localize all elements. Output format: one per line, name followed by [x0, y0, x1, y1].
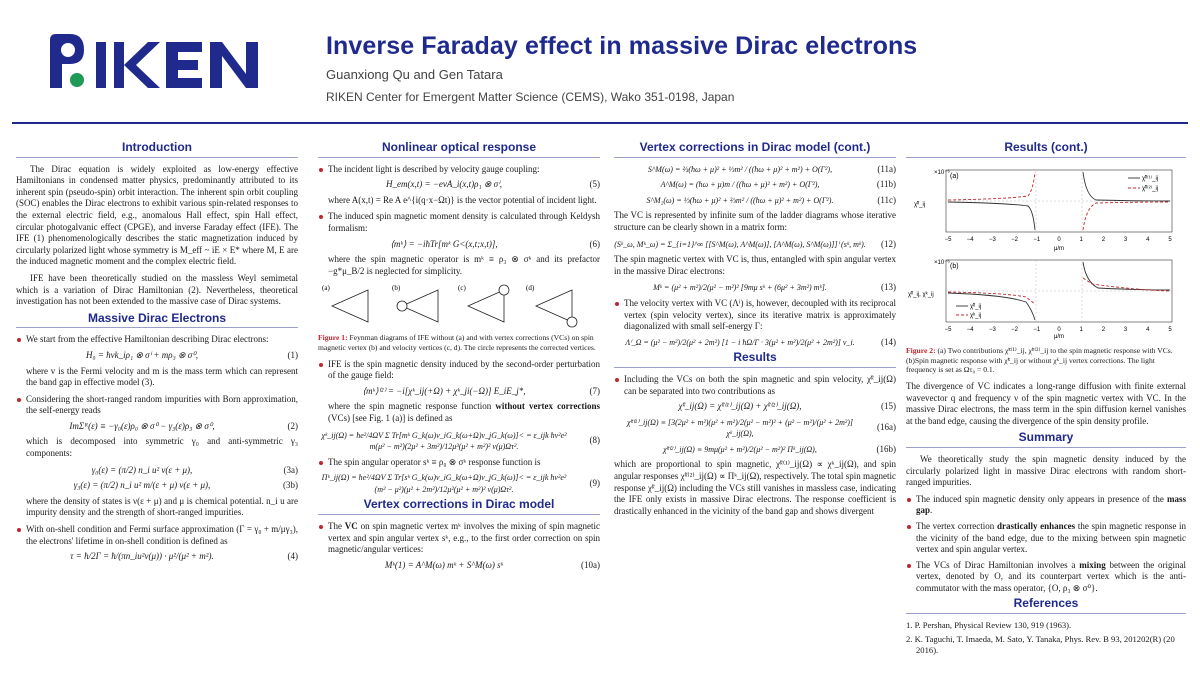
equation-1: H₀ = ħvk_iρ₁ ⊗ σⁱ + mρ₃ ⊗ σ⁰, (1) — [85, 349, 298, 360]
equation-10a: Mᵏ(1) = A^M(ω) mᵏ + S^M(ω) sᵏ (10a) — [384, 559, 600, 570]
intro-paragraph-1: The Dirac equation is widely exploited as low-energy effective Hamiltonians in condensed matter physics, predominantly attributed to its inherent spin (pseudo-spin) orbit interaction. The inherent spin orbit coupling (SOC) enables the Dirac electrons to exhibit various spin-related responses to the external electric field, e.g., anomalous Hall effect, spin Hall effect, circular photogalvanic effect (CPGE), and inverse Faraday effect (IFE). The IFE (1) phenomenologically describes the static magnetization induced by circularly polarized light whose symmetry is M_eff ~ iE × E* where M, E are the induced magnetic moment and the complex electric field. — [16, 163, 298, 267]
x-tick-label: 2 — [1101, 326, 1106, 333]
text-vector-potential: where A(x,t) = Re A e^{i(q·x−Ωt)} is the vector potential of incident light. — [328, 194, 597, 205]
equation-4: τ = ħ/2Γ = ħ/(πn_iu²ν(μ)) · μ²/(μ² + m²). (4) — [70, 551, 298, 562]
plot-b-xlabel: μ/m — [1053, 333, 1065, 340]
equation-2: ImΣᴿ(ε) ≡ −γ₀(ε)ρ₀ ⊗ σ⁰ − γ₃(ε)ρ₃ ⊗ σ⁰, (2) — [69, 420, 298, 431]
equation-7: ⟨mᵏ⟩⁽²⁾ = −i[χᵏ_ij(+Ω) + χᵏ_ji(−Ω)] E_iE_j*, (7) — [362, 385, 600, 396]
equation-6: ⟨mᵏ⟩ = −iħTr[mᵏ G<(x,t;x,t)], (6) — [390, 238, 600, 249]
equation-16b: χ̃ᵏ⁽²⁾_ij(Ω) ≡ 9mμ(μ² + m²)/2(μ² − m²)² Πᵏ_ij(Ω), (16b) — [663, 443, 896, 454]
equation-14: Λⁱ_Ω = (μ² − m²)/2(μ² + 2m²) [1 − i ħΩ/Γ · 3(μ² + m²)/2(μ² + 2m²)] v_i. (14) — [625, 336, 896, 347]
x-tick-label: 0 — [1057, 236, 1061, 243]
equation-3b: γ₃(ε) = (π/2) n_i u² m/(ε + μ) ν(ε + μ), (3b) — [73, 480, 298, 491]
text-spin-operator: where the spin magnetic operator is mᵏ ≡ ρ₃ ⊗ σᵏ and its prefactor −g*μ_B/2 is neglected for simplicity. — [328, 254, 600, 276]
x-tick-label: 4 — [1146, 236, 1150, 243]
x-tick-label: −5 — [944, 326, 952, 333]
riken-logo — [44, 30, 274, 92]
feynman-diagrams — [318, 282, 600, 330]
x-tick-label: 0 — [1057, 326, 1061, 333]
poster-title: Inverse Faraday effect in massive Dirac electrons — [326, 32, 918, 60]
equation-9: Πᵏ_ij(Ω) = ħe²/4ΩV Σ Tr[sᵏ G_k(ω)v_iG_k(ω+Ω)v_jG_k(ω)]< = ε_ijk ħv²e² (m² − μ²)(μ² + 2m²)/12μ²(μ² + m²)² ν(μ)Ωτ². (9) — [321, 473, 600, 494]
x-tick-label: −4 — [966, 236, 974, 243]
plot-a-legend-2: χ̃ᵏ⁽²⁾_ij — [1142, 185, 1159, 192]
section-heading-results-cont: Results (cont.) — [906, 142, 1186, 158]
equation-3a: γ₀(ε) = (π/2) n_i u² ν(ε + μ), (3a) — [91, 464, 298, 475]
text-entangled-vertex: The spin magnetic vertex with VC is, thus, entangled with spin angular vertex in the massive Dirac electrons: — [614, 254, 896, 276]
text-density-of-states: where the density of states is ν(ε + μ) and μ is chemical potential. n_i u are impurity density and the strength of short-ranged impurities. — [26, 495, 298, 518]
plot-b-scale: ×10⁻⁶ — [934, 259, 950, 266]
bullet-velocity-gauge: The incident light is described by velocity gauge coupling: — [318, 164, 600, 176]
x-tick-label: −1 — [1033, 326, 1041, 333]
bullet-two-contributions: Including the VCs on both the spin magnetic and spin velocity, χ̃ᵏ_ij(Ω) can be separated into two contributions as — [614, 374, 896, 397]
x-tick-label: 1 — [1079, 326, 1083, 333]
section-heading-references: References — [906, 598, 1186, 614]
bullet-lifetime: With on-shell condition and Fermi surface approximation (Γ = γ₀ + m/μγ₃), the electrons' lifetime in on-shell condition is defined as — [16, 524, 298, 547]
bullet-vc-mixing: The VC on spin magnetic vertex mᵏ involves the mixing of spin magnetic vertex and spin angular vertex sᵏ, e.g., to the first order correction on spin magnetic/angular vertices: — [318, 521, 600, 556]
x-tick-label: 4 — [1146, 326, 1150, 333]
column-3 — [614, 140, 896, 675]
equation-8: χᵏ_ij(Ω) = ħe²/4ΩV Σ Tr[mᵏ G_k(ω)v_iG_k(ω+Ω)v_jG_k(ω)]< = ε_ijk ħv²e² m(μ² − m²)(2μ² + 3m²)/12μ³(μ² + m²)² ν(μ)Ωτ². (8) — [321, 430, 600, 452]
x-tick-label: −2 — [1011, 236, 1019, 243]
figure-2-caption: Figure 2: (a) Two contributions χ̃ᵏ⁽¹⁾_ij, χ̃ᵏ⁽²⁾_ij to the spin magnetic response with VCs. (b)Spin magnetic response with χ̃ᵏ_ij or without χᵏ_ij vertex corrections. The light frequency is set as Ωτ₀ = 0.1. — [906, 346, 1173, 375]
x-tick-label: −3 — [988, 236, 996, 243]
diagram-label-c: (c) — [458, 284, 466, 293]
figure-2-plots — [906, 164, 1186, 340]
figure-1-caption: Figure 1: Feynman diagrams of IFE without (a) and with vertex corrections (VCs) on spin magnetic vertex (b) and velocity vertices (c, d). The circle represents the corrected vertices. — [318, 333, 596, 352]
section-heading-massive-dirac: Massive Dirac Electrons — [16, 313, 298, 329]
summary-paragraph: We theoretically study the spin magnetic density induced by the circularly polarized light in massive Dirac electrons with random short-ranged impurities. — [906, 453, 1186, 488]
bullet-hamiltonian: We start from the effective Hamiltonian describing Dirac electrons: — [16, 334, 298, 346]
section-heading-vertex-corrections: Vertex corrections in Dirac model — [318, 499, 600, 515]
plot-a-legend-1: χ̃ᵏ⁽¹⁾_ij — [1142, 175, 1159, 182]
diagram-label-b: (b) — [392, 284, 401, 293]
section-heading-introduction: Introduction — [16, 142, 298, 158]
text-ladder-diagrams: The VC is represented by infinite sum of the ladder diagrams whose iterative structure can be clearly shown in a matrix form: — [614, 210, 896, 232]
affiliation: RIKEN Center for Emergent Matter Science (CEMS), Wako 351-0198, Japan — [326, 90, 735, 104]
plot-a-scale: ×10⁻⁶ — [934, 169, 950, 176]
x-tick-label: 5 — [1168, 236, 1172, 243]
equation-12: (Sᵏ_ω, Mᵏ_ω) = Σ_{i=1}^∞ [[S^M(ω), A^M(ω)], [A^M(ω), S^M(ω)]]ⁱ (sᵏ, mᵏ). (12) — [614, 238, 896, 249]
text-fermi-velocity: where v is the Fermi velocity and m is the mass term which can represent the band gap in effective model (3). — [26, 365, 298, 388]
diagram-label-a: (a) — [322, 284, 330, 293]
bullet-spin-angular: The spin angular operator sᵏ ≡ ρ₀ ⊗ σᵏ response function is — [318, 457, 600, 469]
plot-b-label: (b) — [950, 262, 959, 270]
poster-header — [0, 0, 1200, 122]
text-response-function: where the spin magnetic response function without vertex corrections (VCs) [see Fig. 1 (a)] is defined as — [328, 401, 600, 423]
plot-a-label: (a) — [950, 172, 959, 180]
intro-paragraph-2: IFE have been theoretically studied on the massless Weyl semimetal which is a variation of Dirac Hamiltonian (2). Nevertheless, theoretical investigation has not been extended to the massive case of Dirac systems. — [16, 272, 298, 307]
reference-1: 1. P. Pershan, Physical Review 130, 919 (1963). — [906, 620, 1072, 631]
section-heading-vertex-corrections-cont: Vertex corrections in Dirac model (cont.) — [614, 142, 896, 158]
equation-11b: A^M(ω) = (ħω + μ)m / ((ħω + μ)² + m²) + O(Γ²), (11b) — [660, 179, 896, 190]
header-rule — [12, 122, 1188, 124]
bullet-ife-definition: IFE is the spin magnetic density induced by the second-order perturbation of the gauge field: — [318, 359, 600, 382]
plot-b-legend-2: χᵏ_ij — [970, 312, 982, 319]
text-proportional-responses: which are proportional to spin magnetic, χ̃ᵏ⁽¹⁾_ij(Ω) ∝ χᵏ_ij(Ω), and spin angular responses χ̃ᵏ⁽²⁾_ij(Ω) ∝ Πᵏ_ij(Ω), respectively. The total spin magnetic response χ̃ᵏ_ij(Ω) including the VCs still vanishes in massless case, indicating the IFE only exists in massive Dirac electrons. The response coefficient is drastically enhanced in the vicinity of the band gap and shows divergent — [614, 459, 896, 516]
bullet-keldysh: The induced spin magnetic moment density is calculated through Keldysh formalism: — [318, 211, 600, 234]
x-tick-label: −2 — [1011, 326, 1019, 333]
column-4 — [906, 140, 1186, 675]
section-heading-results: Results — [614, 352, 896, 368]
bullet-self-energy: Considering the short-ranged random impurities with Born approximation, the self-energy reads — [16, 394, 298, 417]
section-heading-summary: Summary — [906, 432, 1186, 448]
x-tick-label: −4 — [966, 326, 974, 333]
x-tick-label: −1 — [1033, 236, 1041, 243]
column-2 — [318, 140, 600, 675]
x-tick-label: 5 — [1168, 326, 1172, 333]
column-1 — [16, 140, 298, 675]
authors: Guanxiong Qu and Gen Tatara — [326, 67, 503, 82]
plot-a-xlabel: μ/m — [1053, 245, 1065, 252]
diagram-label-d: (d) — [526, 284, 535, 293]
reference-2: 2. K. Taguchi, T. Imaeda, M. Sato, Y. Tanaka, Phys. Rev. B 93, 201202(R) (20 2016). — [906, 634, 1175, 656]
equation-15: χ̃ᵏ_ij(Ω) = χ̃ᵏ⁽¹⁾_ij(Ω) + χ̃ᵏ⁽²⁾_ij(Ω), (15) — [678, 401, 896, 412]
plot-b-legend-1: χ̃ᵏ_ij — [970, 303, 982, 310]
x-tick-label: 3 — [1123, 236, 1128, 243]
text-divergence: The divergence of VC indicates a long-range diffusion with finite external wavevector q and frequency ν of the spin magnetic vertex with VC. In the massive Dirac electrons, the mass term in the spin diffusion kernel vanishes at the band edge, causing the divergence of the spin density profile. — [906, 380, 1186, 426]
equation-5: H_em(x,t) = −evA_i(x,t)ρ₁ ⊗ σⁱ, (5) — [386, 179, 600, 190]
x-tick-label: −3 — [988, 326, 996, 333]
x-tick-label: −5 — [944, 236, 952, 243]
x-tick-label: 2 — [1101, 236, 1106, 243]
x-tick-label: 1 — [1079, 236, 1083, 243]
equation-11a: S^M(ω) = ⅔(ħω + μ)² + ⅓m² / ((ħω + μ)² + m²) + O(Γ²), (11a) — [647, 163, 896, 174]
summary-bullet-mass-gap: The induced spin magnetic density only appears in presence of the mass gap. — [906, 494, 1186, 517]
equation-13: Mᵏ = (μ² + m²)/2(μ² − m²)² [9mμ sᵏ + (6μ² + 3m²) mᵏ]. (13) — [653, 282, 896, 293]
plot-b-ylabel: χ̃ᵏ_ij, χᵏ_ij — [908, 291, 934, 298]
section-heading-nonlinear: Nonlinear optical response — [318, 142, 600, 158]
equation-16a: χ̃ᵏ⁽¹⁾_ij(Ω) ≡ [3(2μ² + m²)(μ² + m²)/2(μ² − m²)² + (μ² − m²)/(μ² + 2m²)] χᵏ_ij(Ω), (16a) — [626, 417, 896, 439]
equation-11c: S^M₂(ω) = ⅓(ħω + μ)² + ⅔m² / ((ħω + μ)² + m²) + O(Γ²). (11c) — [646, 194, 896, 205]
summary-bullet-mixing: The VCs of Dirac Hamiltonian involves a mixing between the original vertex, denoted by O, and its counterpart vertex which is the anti-commutator with the mass operator, {O, ρ₃ ⊗ σ⁰}. — [906, 560, 1186, 595]
text-decomposition: which is decomposed into symmetric γ₀ and anti-symmetric γ₃ components: — [26, 436, 298, 459]
summary-bullet-enhancement: The vertex correction drastically enhances the spin magnetic response in the vicinity of the band edge, due to the mixing between spin magnetic vertex and spin angular vertex. — [906, 521, 1186, 556]
bullet-velocity-vertex: The velocity vertex with VC (Λⁱ) is, however, decoupled with its reciprocal vertex (spin velocity vertex), since its iterative matrix is approximately diagonalized with small self-energy Γ: — [614, 298, 896, 333]
plot-a-ylabel: χ̃ᵏ_ij — [914, 201, 926, 208]
x-tick-label: 3 — [1123, 326, 1128, 333]
